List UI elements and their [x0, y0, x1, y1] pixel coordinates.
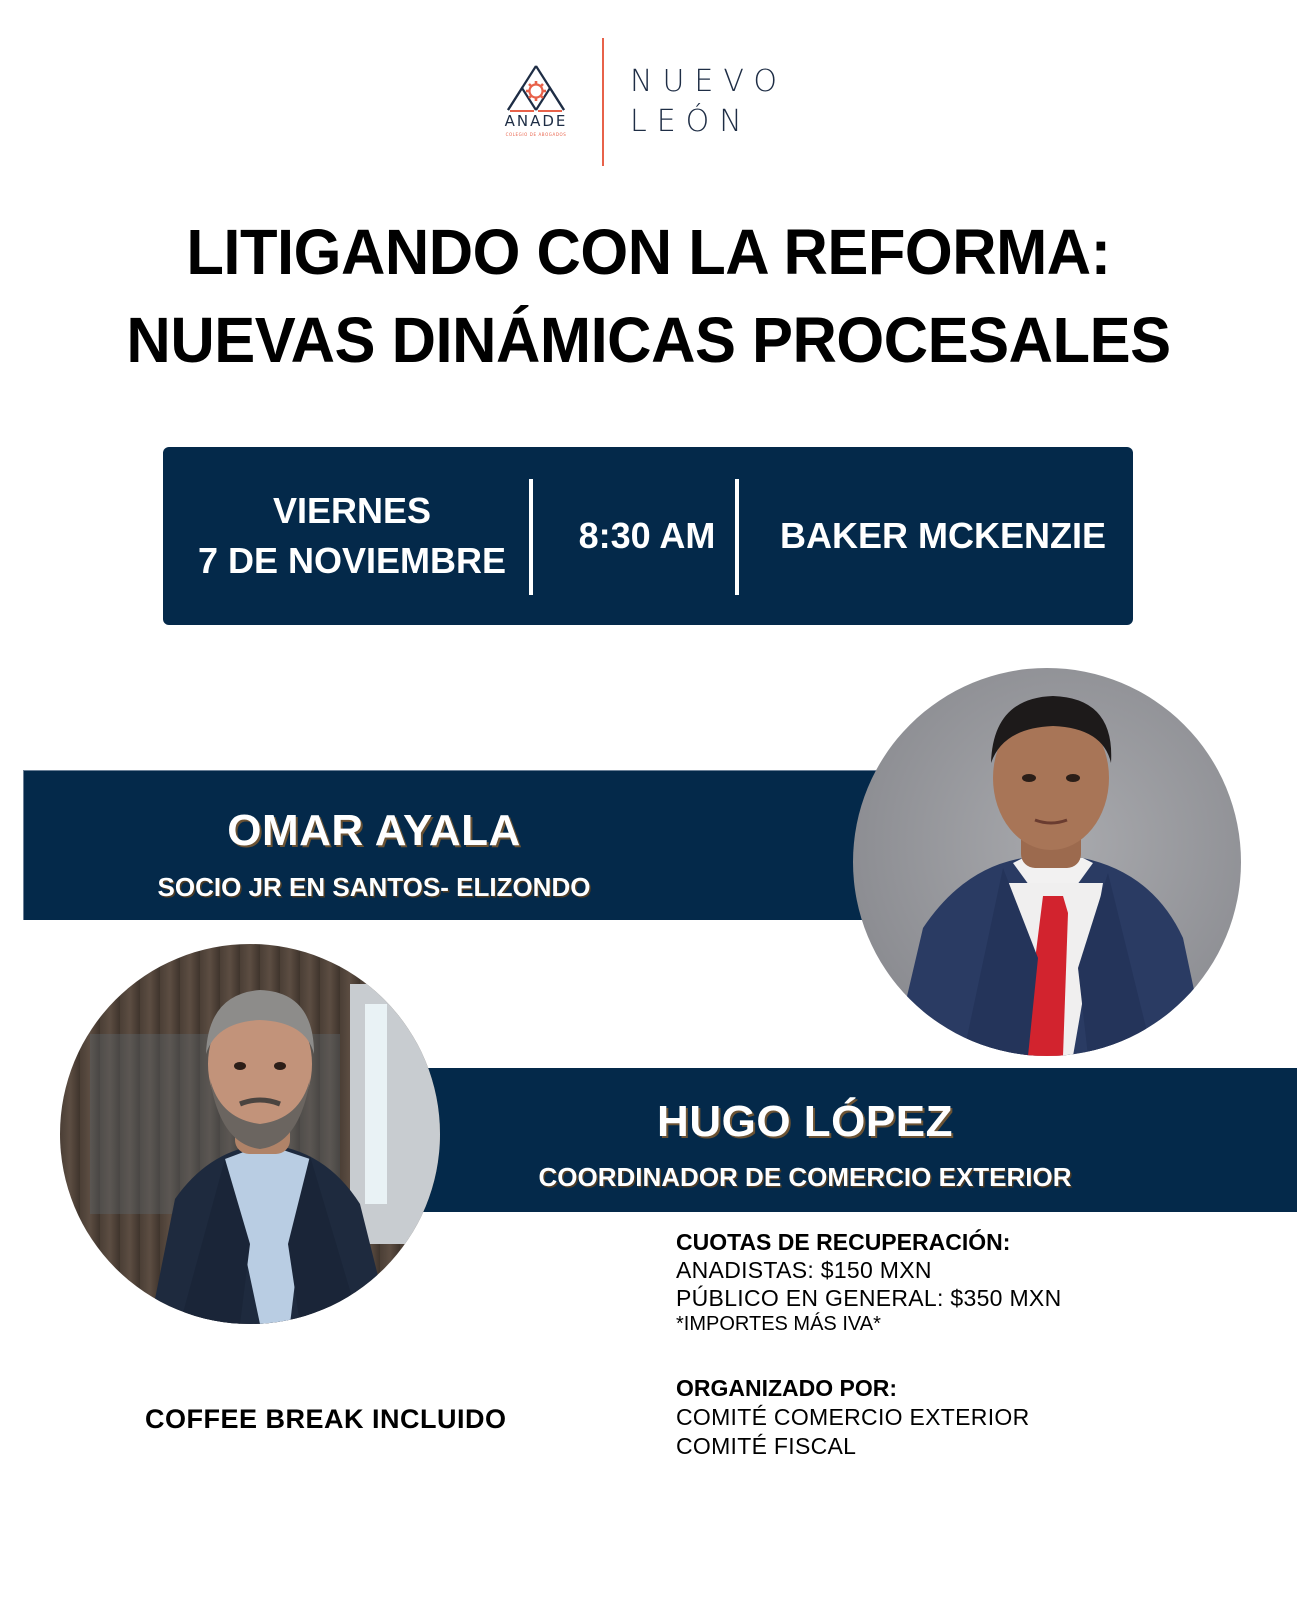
title-line-2: NUEVAS DINÁMICAS PROCESALES — [126, 304, 1171, 376]
organizers-section — [676, 1374, 1030, 1461]
chapter-name — [630, 62, 787, 142]
speaker-banner-2 — [410, 1068, 1297, 1212]
speaker-role: SOCIO JR EN SANTOS- ELIZONDO — [157, 872, 591, 902]
chapter-line-1: NUEVO — [630, 64, 787, 99]
speaker-photo-hugo-lopez — [60, 944, 440, 1324]
chapter-line-2: LEÓN — [630, 104, 752, 139]
event-venue — [753, 447, 1133, 625]
info-divider — [735, 479, 739, 595]
event-title — [0, 208, 1297, 384]
event-time-text: 8:30 AM — [578, 515, 716, 556]
speaker-role: COORDINADOR DE COMERCIO EXTERIOR — [538, 1162, 1072, 1192]
logo-name: ANADE — [504, 112, 568, 130]
speaker-name: HUGO LÓPEZ — [657, 1097, 953, 1146]
speaker-name: OMAR AYALA — [227, 806, 521, 855]
coffee-break-note: COFFEE BREAK INCLUIDO — [145, 1404, 507, 1434]
event-date-text: 7 DE NOVIEMBRE — [197, 540, 507, 581]
organizer-item: COMITÉ COMERCIO EXTERIOR — [676, 1404, 1030, 1430]
anade-logo — [496, 64, 576, 142]
fee-item: PÚBLICO EN GENERAL: $350 MXN — [676, 1285, 1062, 1311]
person-portrait-icon — [853, 668, 1241, 1056]
event-day: VIERNES — [272, 490, 432, 531]
person-portrait-icon — [60, 944, 440, 1324]
anade-triangle-gear-icon — [496, 64, 576, 142]
event-date — [163, 447, 541, 625]
logo-divider — [602, 38, 604, 166]
event-venue-text: BAKER MCKENZIE — [779, 515, 1106, 556]
logo-tagline: COLEGIO DE ABOGADOS — [505, 132, 567, 137]
fees-heading: CUOTAS DE RECUPERACIÓN: — [676, 1229, 1011, 1255]
event-time — [545, 447, 749, 625]
speaker-photo-omar-ayala — [853, 668, 1241, 1056]
event-info-box — [163, 447, 1133, 625]
speaker-banner-1 — [23, 770, 884, 920]
organizers-heading: ORGANIZADO POR: — [676, 1375, 898, 1401]
fee-item: ANADISTAS: $150 MXN — [676, 1257, 932, 1283]
organizer-item: COMITÉ FISCAL — [676, 1433, 857, 1459]
info-divider — [529, 479, 533, 595]
title-line-1: LITIGANDO CON LA REFORMA: — [186, 216, 1111, 288]
fees-note: *IMPORTES MÁS IVA* — [676, 1313, 881, 1335]
fees-section — [676, 1228, 1061, 1336]
